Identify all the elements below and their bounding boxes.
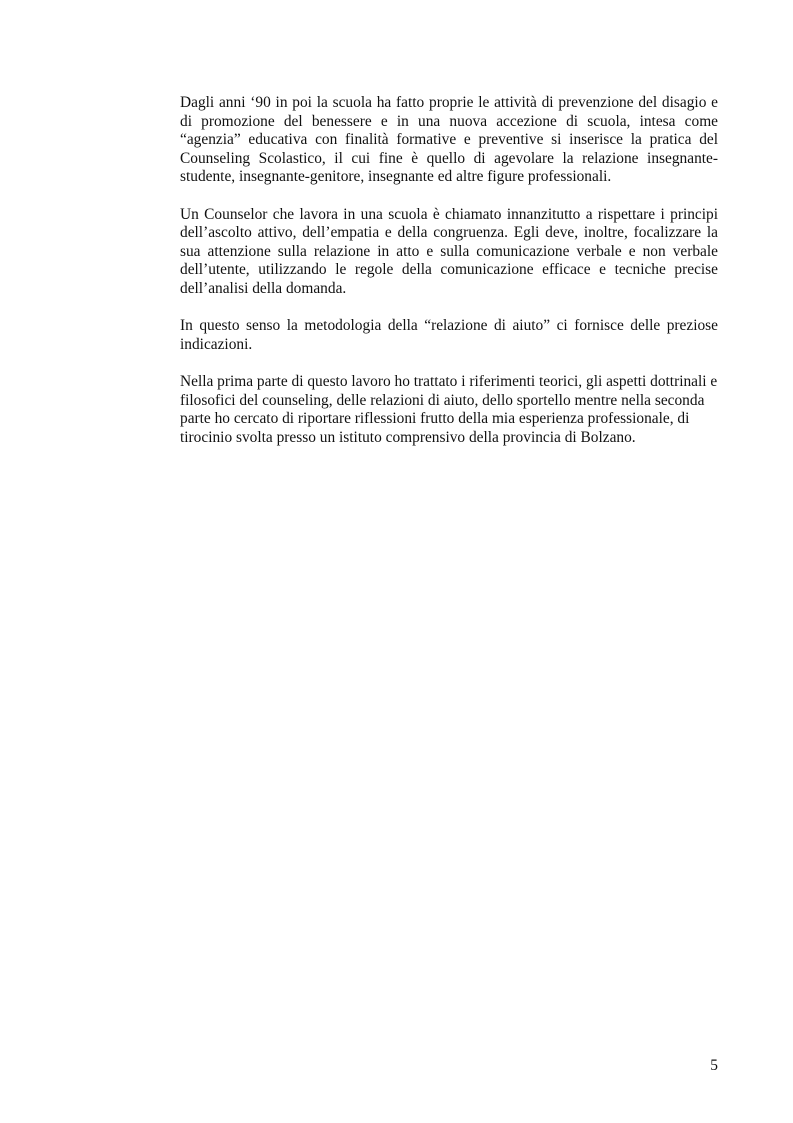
paragraph-counselor-role: Un Counselor che lavora in una scuola è chiamato innanzitutto a rispettare i principi dell’ascolto attivo, dell’empatia e della congruenza. Egli deve, inoltre, focalizzare la sua attenzione sulla relazione in atto e sulla comunicazione verbale e non verbale dell’utente, utilizzando le regole della comunicazione efficace e tecniche precise dell’analisi della domanda. bbox=[180, 205, 718, 297]
body-text bbox=[180, 94, 718, 466]
paragraph-school-prevention: Dagli anni ‘90 in poi la scuola ha fatto proprie le attività di prevenzione del disagio e di promozione del benessere e in una nuova accezione di scuola, intesa come “agenzia” educativa con finalità formative e preventive si inserisce la pratica del Counseling Scolastico, il cui fine è quello di agevolare la relazione insegnante-studente, insegnante-genitore, insegnante ed altre figure professionali. bbox=[180, 94, 718, 186]
paragraph-work-structure: Nella prima parte di questo lavoro ho trattato i riferimenti teorici, gli aspetti dottrinali e filosofici del counseling, delle relazioni di aiuto, dello sportello mentre nella seconda parte ho cercato di riportare riflessioni frutto della mia esperienza professionale, di tirocinio svolta presso un istituto comprensivo della provincia di Bolzano. bbox=[180, 372, 718, 446]
paragraph-helping-relationship: In questo senso la metodologia della “relazione di aiuto” ci fornisce delle preziose indicazioni. bbox=[180, 317, 718, 353]
page-number: 5 bbox=[710, 1057, 718, 1074]
